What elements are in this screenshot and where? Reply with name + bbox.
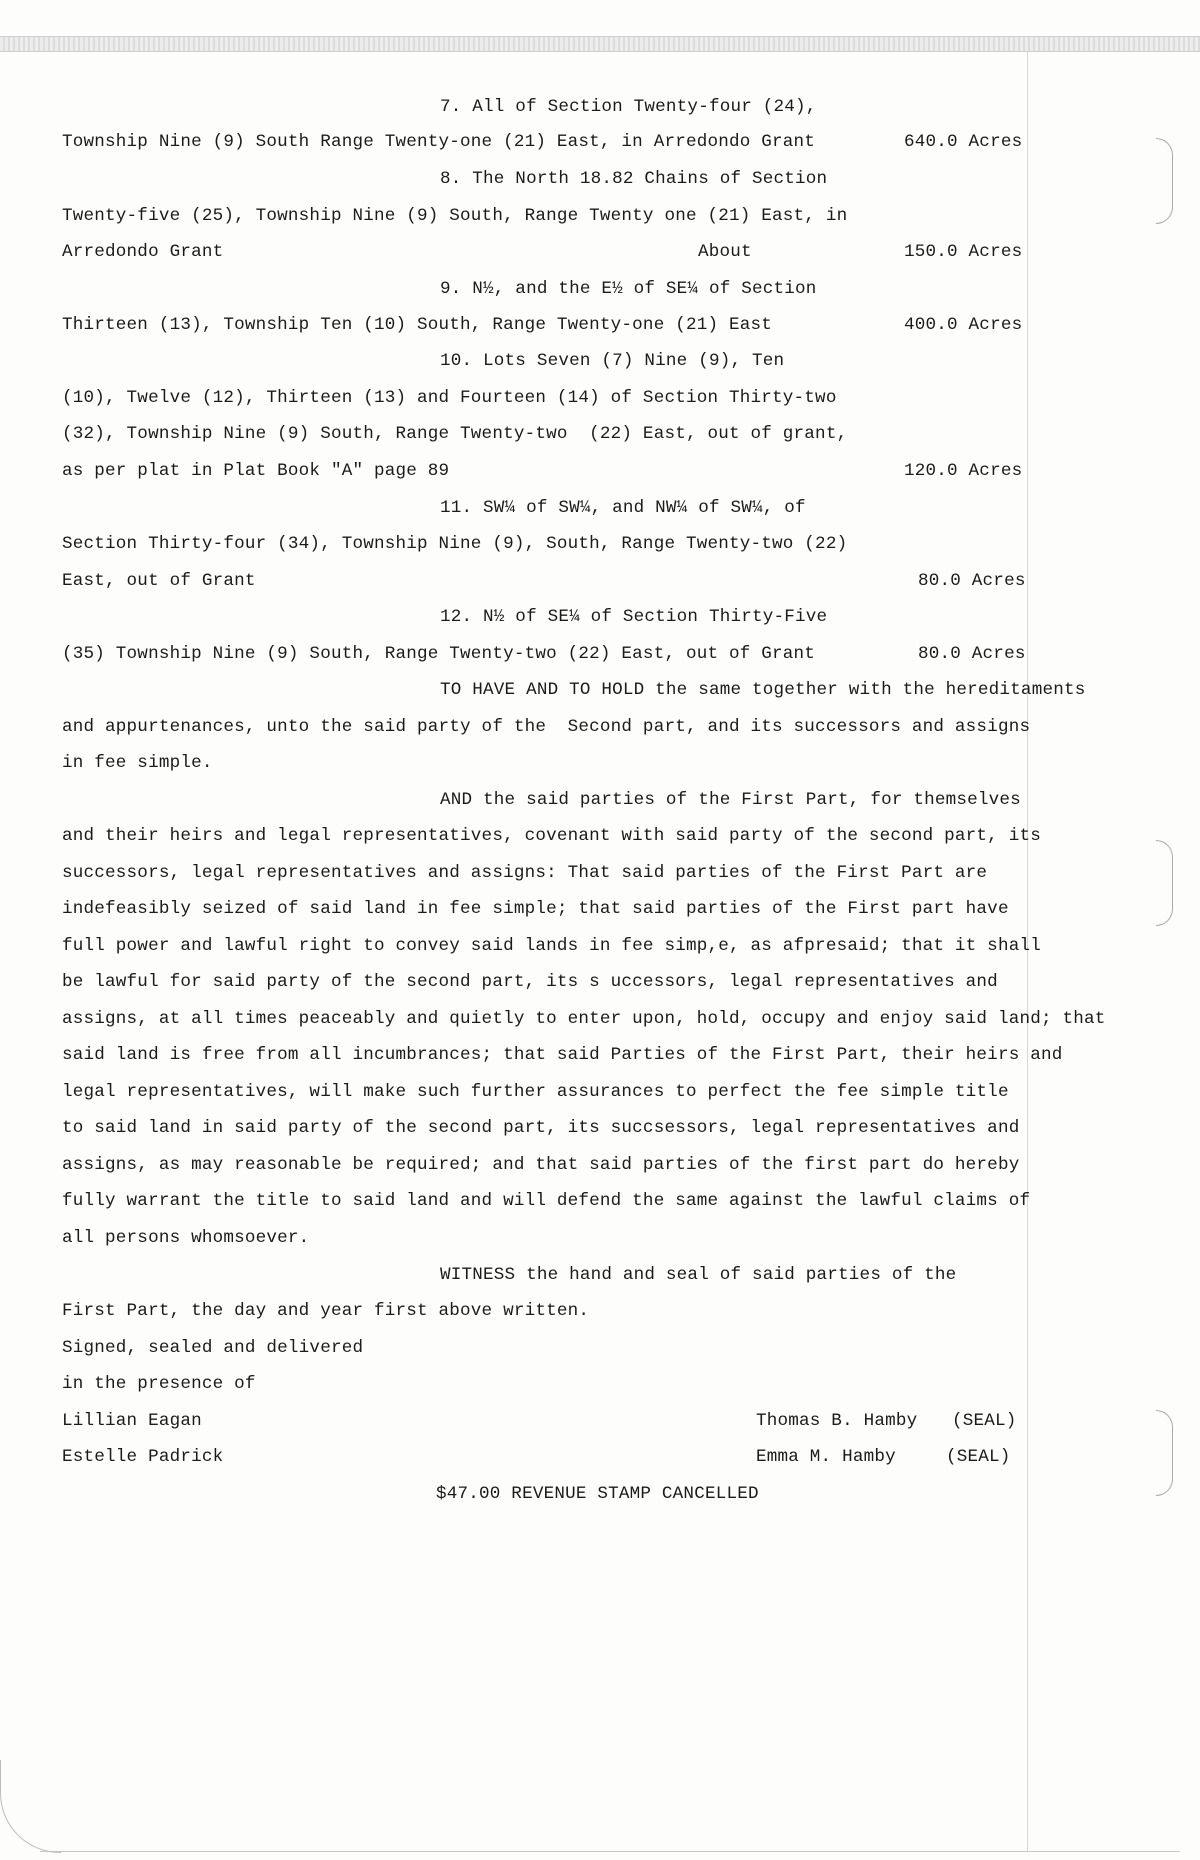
text-line: and their heirs and legal representatives, covenant with said party of the second part, its xyxy=(62,826,1041,846)
acreage: 80.0 Acres xyxy=(918,644,1026,664)
parcel-10-heading: 10. Lots Seven (7) Nine (9), Ten xyxy=(440,351,785,371)
text-line: (32), Township Nine (9) South, Range Twenty-two (22) East, out of grant, xyxy=(62,424,848,444)
text-line: First Part, the day and year first above written. xyxy=(62,1301,590,1321)
text-line: (35) Township Nine (9) South, Range Twenty-two (22) East, out of Grant xyxy=(62,644,816,664)
acreage: 150.0 Acres xyxy=(904,242,1023,262)
grantor-name: Thomas B. Hamby xyxy=(756,1411,918,1431)
text-line: assigns, as may reasonable be required; and that said parties of the first part do hereby xyxy=(62,1155,1020,1175)
witness-heading: WITNESS the hand and seal of said parties of the xyxy=(440,1265,957,1285)
text-line: assigns, at all times peaceably and quietly to enter upon, hold, occupy and enjoy said land; that xyxy=(62,1009,1106,1029)
text-line: and appurtenances, unto the said party of the Second part, and its successors and assigns xyxy=(62,717,1031,737)
text-line: all persons whomsoever. xyxy=(62,1228,310,1248)
text-line: indefeasibly seized of said land in fee simple; that said parties of the First part have xyxy=(62,899,1009,919)
acreage: 400.0 Acres xyxy=(904,315,1023,335)
text-line: Township Nine (9) South Range Twenty-one (21) East, in Arredondo Grant xyxy=(62,132,816,152)
text-line: fully warrant the title to said land and will defend the same against the lawful claims of xyxy=(62,1191,1031,1211)
witness-name: Lillian Eagan xyxy=(62,1411,202,1431)
habendum-heading: TO HAVE AND TO HOLD the same together with the hereditaments xyxy=(440,680,1086,700)
parcel-12-heading: 12. N½ of SE¼ of Section Thirty-Five xyxy=(440,607,828,627)
about-label: About xyxy=(698,242,752,262)
parcel-7-heading: 7. All of Section Twenty-four (24), xyxy=(440,97,817,117)
text-line: legal representatives, will make such further assurances to perfect the fee simple title xyxy=(62,1082,1009,1102)
text-line: to said land in said party of the second part, its succsessors, legal representatives and xyxy=(62,1118,1020,1138)
witness-name: Estelle Padrick xyxy=(62,1447,224,1467)
covenant-heading: AND the said parties of the First Part, for themselves xyxy=(440,790,1021,810)
seal-label: (SEAL) xyxy=(952,1411,1017,1431)
text-line: East, out of Grant xyxy=(62,571,256,591)
revenue-stamp-note: $47.00 REVENUE STAMP CANCELLED xyxy=(436,1484,759,1504)
binder-hole xyxy=(1156,840,1173,926)
text-line: in the presence of xyxy=(62,1374,256,1394)
parcel-9-heading: 9. N½, and the E½ of SE¼ of Section xyxy=(440,279,817,299)
binder-hole xyxy=(1156,1410,1173,1496)
grantor-name: Emma M. Hamby xyxy=(756,1447,896,1467)
text-line: Thirteen (13), Township Ten (10) South, Range Twenty-one (21) East xyxy=(62,315,773,335)
text-line: Arredondo Grant xyxy=(62,242,224,262)
text-line: in fee simple. xyxy=(62,753,213,773)
text-line: as per plat in Plat Book "A" page 89 xyxy=(62,461,450,481)
page-corner-curl xyxy=(0,1760,61,1853)
text-line: successors, legal representatives and assigns: That said parties of the First Part are xyxy=(62,863,988,883)
parcel-8-heading: 8. The North 18.82 Chains of Section xyxy=(440,169,828,189)
acreage: 640.0 Acres xyxy=(904,132,1023,152)
text-line: Signed, sealed and delivered xyxy=(62,1338,364,1358)
acreage: 80.0 Acres xyxy=(918,571,1026,591)
scan-top-band xyxy=(0,36,1200,52)
text-line: be lawful for said party of the second part, its s uccessors, legal representatives and xyxy=(62,972,998,992)
binder-hole xyxy=(1156,138,1173,224)
text-line: (10), Twelve (12), Thirteen (13) and Fourteen (14) of Section Thirty-two xyxy=(62,388,837,408)
acreage: 120.0 Acres xyxy=(904,461,1023,481)
bottom-edge xyxy=(40,1851,1180,1852)
text-line: Twenty-five (25), Township Nine (9) South, Range Twenty one (21) East, in xyxy=(62,206,848,226)
text-line: Section Thirty-four (34), Township Nine (9), South, Range Twenty-two (22) xyxy=(62,534,848,554)
text-line: said land is free from all incumbrances; that said Parties of the First Part, their heirs and xyxy=(62,1045,1063,1065)
text-line: full power and lawful right to convey said lands in fee simp,e, as afpresaid; that it shall xyxy=(62,936,1041,956)
seal-label: (SEAL) xyxy=(946,1447,1011,1467)
parcel-11-heading: 11. SW¼ of SW¼, and NW¼ of SW¼, of xyxy=(440,498,806,518)
